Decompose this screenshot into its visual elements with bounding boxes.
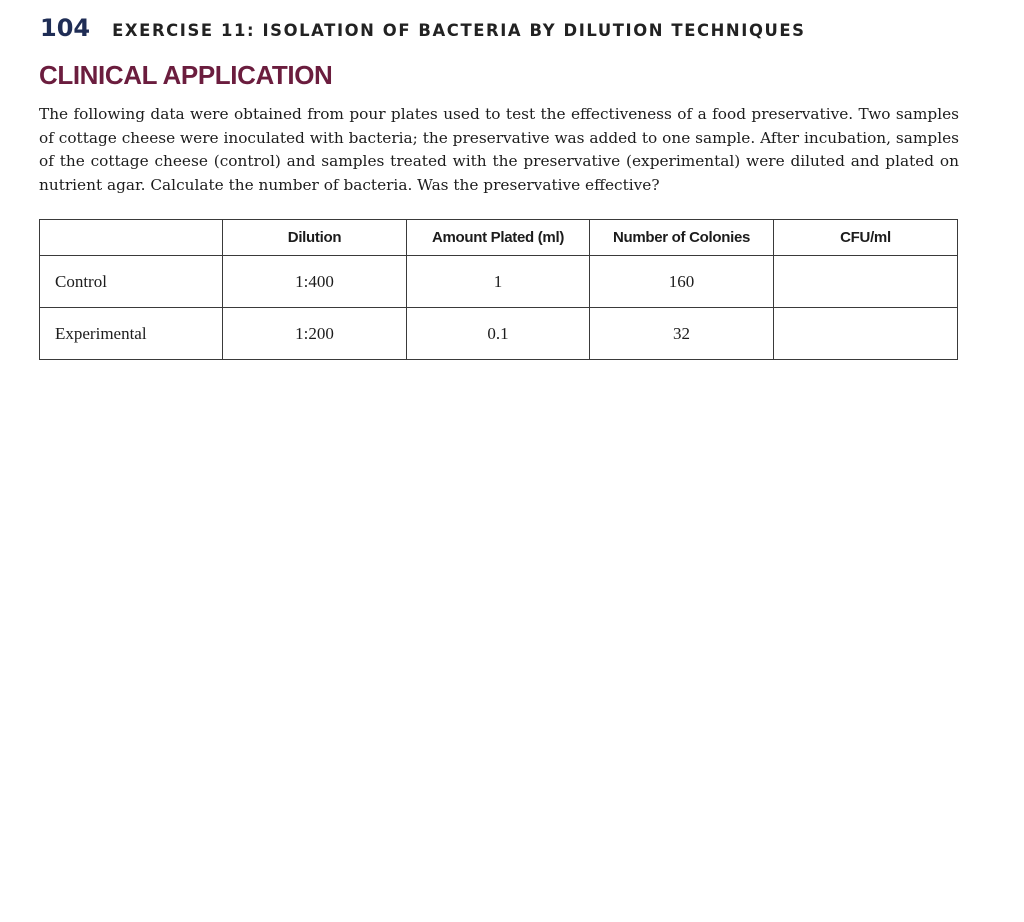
table-header-row [40,220,958,256]
table-row-control [40,256,958,308]
chapter-title: EXERCISE 11: ISOLATION OF BACTERIA BY DILUTION TECHNIQUES [112,21,806,40]
cell-number-of-colonies: 160 [590,256,774,308]
section-heading: CLINICAL APPLICATION [39,60,333,90]
header-cell-number-of-colonies: Number of Colonies [590,220,774,256]
header-cell-empty [40,220,223,256]
header-cell-cfu-per-ml: CFU/ml [774,220,958,256]
cell-number-of-colonies: 32 [590,308,774,360]
running-head [40,14,806,42]
cell-row-label: Control [40,256,223,308]
header-cell-dilution: Dilution [223,220,407,256]
cell-dilution: 1:200 [223,308,407,360]
page-number: 104 [40,14,91,42]
cell-dilution: 1:400 [223,256,407,308]
cell-cfu-per-ml [774,308,958,360]
data-table [39,219,958,360]
body-paragraph: The following data were obtained from pour plates used to test the effectiveness of a food preservative. Two samples of cottage cheese were inoculated with bacteria; the preservative was added to one sample. After incubation, samples of the cottage cheese (control) and samples treated with the preservative (experimental) were diluted and plated on nutrient agar. Calculate the number of bacteria. Was the preservative effective? [39,105,959,194]
cell-amount-plated: 1 [407,256,590,308]
table-row-experimental [40,308,958,360]
header-cell-amount-plated: Amount Plated (ml) [407,220,590,256]
cell-row-label: Experimental [40,308,223,360]
cell-cfu-per-ml [774,256,958,308]
cell-amount-plated: 0.1 [407,308,590,360]
